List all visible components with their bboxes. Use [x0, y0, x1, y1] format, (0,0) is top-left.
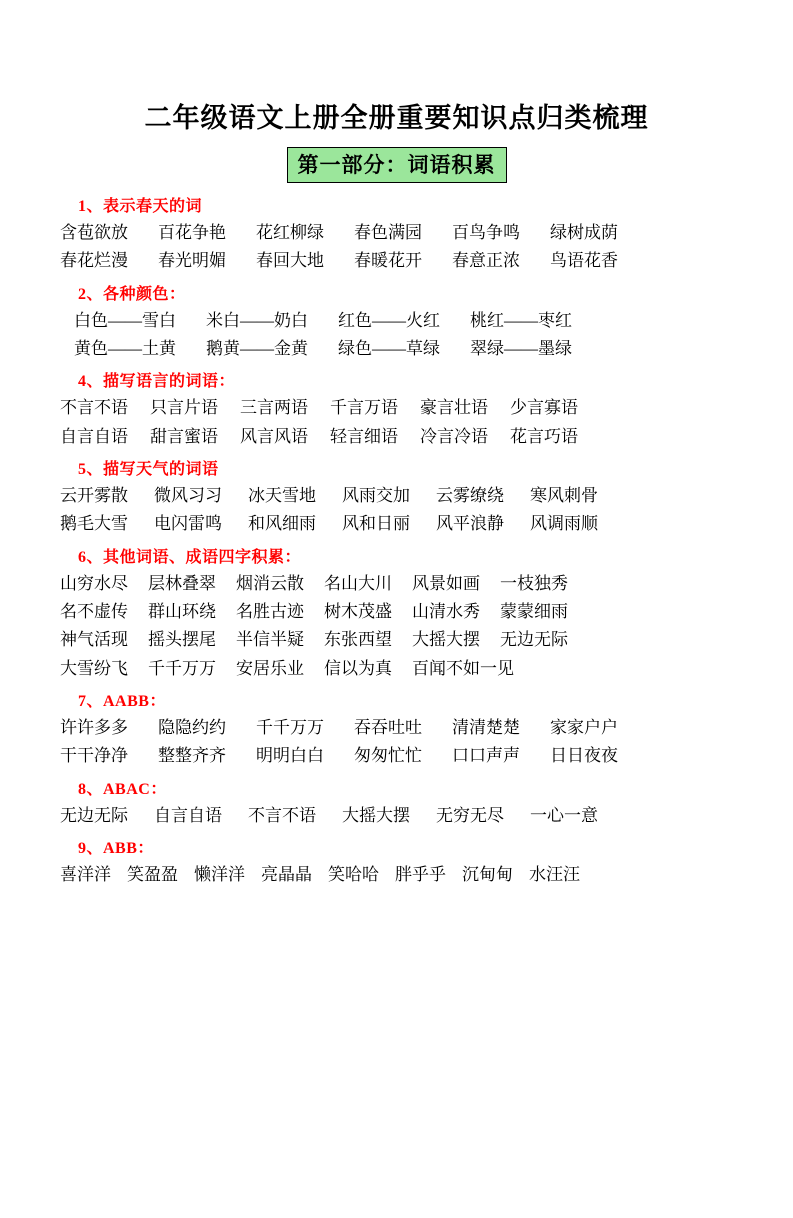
section-colors	[60, 281, 733, 363]
word-cell: 冰天雪地	[248, 486, 316, 506]
section-heading: 8、ABAC：	[78, 780, 167, 798]
word-cell: 甜言蜜语	[150, 426, 218, 446]
word-cell: 绿树成荫	[550, 223, 618, 242]
word-cell: 白色——雪白	[74, 310, 176, 330]
word-cell: 大雪纷飞	[60, 658, 128, 678]
word-cell: 不言不语	[248, 805, 316, 825]
word-cell: 喜洋洋	[60, 865, 111, 885]
section-abb	[60, 835, 733, 888]
word-cell: 花红柳绿	[256, 223, 324, 242]
word-cell: 百花争艳	[158, 223, 226, 242]
section-heading: 2、各种颜色：	[78, 285, 186, 303]
word-row	[60, 571, 733, 597]
word-cell: 三言两语	[240, 398, 308, 418]
word-cell: 只言片语	[150, 398, 218, 418]
word-cell: 笑盈盈	[127, 865, 178, 885]
word-cell: 米白——奶白	[206, 310, 308, 330]
word-cell: 轻言细语	[330, 426, 398, 446]
word-cell: 名山大川	[324, 573, 392, 593]
word-cell: 无穷无尽	[436, 805, 504, 825]
word-cell: 花言巧语	[510, 426, 578, 446]
word-cell: 懒洋洋	[194, 865, 245, 885]
word-cell: 大摇大摆	[342, 805, 410, 825]
word-row	[60, 395, 733, 421]
word-cell: 烟消云散	[236, 573, 304, 593]
page-title: 二年级语文上册全册重要知识点归类梳理	[144, 103, 649, 133]
word-cell: 沉甸甸	[462, 865, 513, 885]
word-cell: 黄色——土黄	[74, 339, 176, 359]
word-cell: 树木茂盛	[324, 602, 392, 622]
word-cell: 神气活现	[60, 630, 128, 650]
word-cell: 名胜古迹	[236, 602, 304, 622]
word-cell: 百鸟争鸣	[452, 223, 520, 242]
section-weather-words	[60, 456, 733, 538]
word-cell: 笑哈哈	[328, 865, 379, 885]
word-cell: 亮晶晶	[261, 865, 312, 885]
word-cell: 半信半疑	[236, 630, 304, 650]
word-row	[60, 511, 733, 537]
section-heading: 4、描写语言的词语：	[78, 373, 236, 391]
word-cell: 风景如画	[412, 573, 480, 593]
word-cell: 春光明媚	[158, 251, 226, 271]
word-cell: 清清楚楚	[452, 718, 520, 738]
word-cell: 千千万万	[256, 718, 324, 738]
word-cell: 云开雾散	[60, 486, 128, 506]
word-cell: 一枝独秀	[500, 573, 568, 593]
word-cell: 百闻不如一见	[412, 658, 514, 678]
word-cell: 山清水秀	[412, 602, 480, 622]
word-row	[60, 656, 733, 682]
word-row	[60, 308, 733, 334]
section-banner: 第一部分：词语积累	[287, 147, 507, 183]
word-cell: 日日夜夜	[550, 746, 618, 766]
word-cell: 豪言壮语	[420, 398, 488, 418]
word-row	[60, 599, 733, 625]
word-row	[60, 627, 733, 653]
word-cell: 风雨交加	[342, 486, 410, 506]
word-cell: 许许多多	[60, 718, 128, 738]
word-cell: 鹅黄——金黄	[206, 339, 308, 359]
word-cell: 自言自语	[154, 805, 222, 825]
word-cell: 东张西望	[324, 630, 392, 650]
word-cell: 风平浪静	[436, 514, 504, 534]
word-cell: 蒙蒙细雨	[500, 602, 568, 622]
word-cell: 风和日丽	[342, 514, 410, 534]
word-row	[60, 862, 733, 888]
word-cell: 一心一意	[530, 805, 598, 825]
word-cell: 鹅毛大雪	[60, 514, 128, 534]
word-cell: 千千万万	[148, 658, 216, 678]
word-cell: 口口声声	[452, 746, 520, 766]
section-heading: 9、ABB：	[78, 840, 154, 858]
word-cell: 水汪汪	[529, 865, 580, 885]
word-cell: 风调雨顺	[530, 514, 598, 534]
word-cell: 自言自语	[60, 426, 128, 446]
word-cell: 微风习习	[154, 486, 222, 506]
word-row	[60, 336, 733, 362]
word-cell: 红色——火红	[338, 310, 440, 330]
word-cell: 无边无际	[60, 805, 128, 825]
word-cell: 家家户户	[550, 718, 618, 738]
word-cell: 名不虚传	[60, 602, 128, 622]
section-spring-words	[60, 193, 733, 275]
section-heading: 7、AABB：	[78, 693, 166, 711]
word-cell: 隐隐约约	[158, 718, 226, 738]
word-row	[60, 220, 733, 246]
word-cell: 干干净净	[60, 746, 128, 766]
word-cell: 春回大地	[256, 251, 324, 271]
word-cell: 不言不语	[60, 398, 128, 418]
section-aabb	[60, 688, 733, 770]
word-row	[60, 715, 733, 741]
word-cell: 无边无际	[500, 630, 568, 650]
word-cell: 含苞欲放	[60, 223, 128, 242]
document-page	[0, 96, 793, 1218]
word-cell: 寒风刺骨	[530, 486, 598, 506]
word-cell: 翠绿——墨绿	[470, 339, 572, 359]
word-cell: 桃红——枣红	[470, 310, 572, 330]
word-cell: 吞吞吐吐	[354, 718, 422, 738]
word-cell: 春色满园	[354, 223, 422, 242]
section-heading: 6、其他词语、成语四字积累：	[78, 548, 302, 566]
word-cell: 群山环绕	[148, 602, 216, 622]
word-cell: 胖乎乎	[395, 865, 446, 885]
word-row	[60, 743, 733, 769]
word-cell: 风言风语	[240, 426, 308, 446]
word-row	[60, 483, 733, 509]
word-cell: 春意正浓	[452, 251, 520, 271]
section-heading: 5、描写天气的词语	[78, 461, 219, 479]
word-cell: 春暖花开	[354, 251, 422, 271]
word-cell: 整整齐齐	[158, 746, 226, 766]
word-cell: 山穷水尽	[60, 573, 128, 593]
word-cell: 云雾缭绕	[436, 486, 504, 506]
word-cell: 绿色——草绿	[338, 339, 440, 359]
word-cell: 冷言冷语	[420, 426, 488, 446]
word-cell: 少言寡语	[510, 398, 578, 418]
section-heading: 1、表示春天的词	[78, 198, 203, 215]
word-row	[60, 248, 733, 274]
word-cell: 安居乐业	[236, 658, 304, 678]
word-cell: 千言万语	[330, 398, 398, 418]
section-language-words	[60, 368, 733, 450]
word-cell: 大摇大摆	[412, 630, 480, 650]
word-cell: 匆匆忙忙	[354, 746, 422, 766]
word-row	[60, 424, 733, 450]
word-cell: 鸟语花香	[550, 251, 618, 271]
word-cell: 春花烂漫	[60, 251, 128, 271]
word-cell: 明明白白	[256, 746, 324, 766]
section-abac	[60, 776, 733, 829]
word-cell: 电闪雷鸣	[154, 514, 222, 534]
word-cell: 和风细雨	[248, 514, 316, 534]
section-idioms	[60, 544, 733, 682]
word-row	[60, 803, 733, 829]
section-banner-container	[60, 147, 733, 183]
word-cell: 信以为真	[324, 658, 392, 678]
word-cell: 层林叠翠	[148, 573, 216, 593]
word-cell: 摇头摆尾	[148, 630, 216, 650]
